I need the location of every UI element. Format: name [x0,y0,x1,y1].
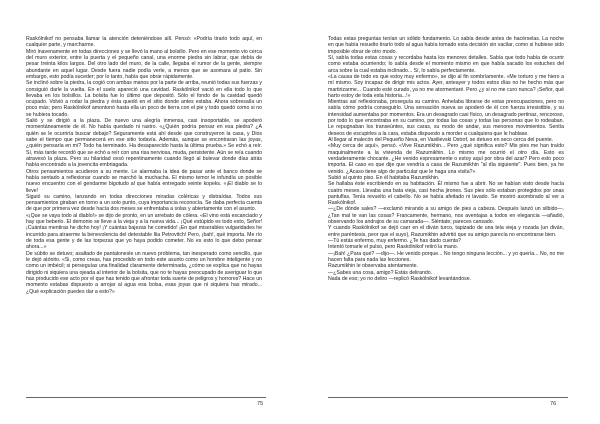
paragraph: Intentó tomarle el pulso, pero Raskólnikof retiró la mano. [328,244,459,251]
left-page-text [26,36,262,295]
paragraph: —Tú estás enfermo, muy enfermo. ¿Te has dado cuenta? [328,238,461,244]
paragraph: Se hallaba éste escribiendo en su habitación. Él mismo fue a abrir. No se habían visto desde hacía cuatro meses. Llevaba una bata vieja, casi hecha jirones. Sus pies sólo estaban protegidos por unas pantuflas. Tenía revuelto el cabello. No se había afeitado ni lavado. Se mostró asombrado al ver a Raskólnikof. [328,181,564,207]
page-number: 75 [257,401,264,407]
paragraph: «La causa de todo es que estoy muy enfermo», se dijo al fin sombríamente. «Me torturo y me hiero a mí mismo. Soy incapaz de dirigir mis actos. Ayer, anteayer y todos estos días no he hecho más que martirizarme... Cuando esté curado, ya no me atormentaré. Pero ¿y si no me curo nunca? ¡Señor, qué harto estoy de toda esta historia...!» [328,73,564,99]
footer-rule [328,397,568,398]
paragraph: —¿De dónde sales? —exclamó mirando a su amigo de pies a cabeza. Después lanzó un silbido—. ¿Tan mal te van las cosas? Francamente, hermano, nos aventajas a todos en elegancia —añadió, observando los andrajos de su camarada—. Siéntate; pareces cansado. [328,206,564,226]
paragraph: «Muy cerca de aquí», pensó. «Vive Razumikhin... Pero ¿qué significa esto? Mis pies me han traído maquinalmente a la vivienda de Razumikhin. Lo mismo me ocurrió el otro día. Esto es verdaderamente chocante. ¿He venido expresamente o estoy aquí por obra del azar? Pero esto poco importa. El caso es que dije que vendría a casa de Razumikhin "al día siguiente". Pues bien, ya he venido. ¿Acaso tiene algo de particular que le haga una visita?» [328,143,564,175]
paragraph: Nada de eso; yo no deliro —replicó Raskólnikof levantándose. [328,275,472,282]
paragraph: De súbito se detuvo; asaltado de pantalonesle un nuevo problema, tan inesperado como sencillo, que le dejó atónito. «Si, como creas, has procedido en todo este asunto como un hombre inteligente y no como un imbécil; si perseguías una finalidad claramente determinada, ¿cómo se explica que no hayas dirigido ni siquiera una ojeada al interior de la bolsita, que no te hayas preocupado de averiguar lo que has producido ese acto por el que has tenido que afrontar toda suerte de peligros y horrores? Hace un momento estabas dispuesto a arrojar al agua esa bolsa, esas joyas que ni siquiera has mirado... ¿Qué explicación puedes dar a esto?» [26,250,262,295]
paragraph: Subió al quinto piso. En él habitaba Razumikhin. [328,174,440,181]
paragraph: Salió y se dirigió a la plaza. De nuevo una alegría inmensa, casi insoportable, se apoderó momentáneamente de él. No había quedado ni rastro. «¿Quién podría pensar en esa piedra? ¿A quién se le ocurriría buscar debajo? Seguramente está ahí desde que construyeron la casa, y Dios sabe el tiempo que permanecerá en ese sitio todavía. Además, aunque se encontraran las joyas, ¿quién pensaría en mí? Todo ha terminado. Ha desaparecido hasta la última prueba.» Se echó a reír. Sí, más tarde recordó que se echó a reír con una risa nerviosa, muda, persistente. Aún se reía cuando atravesó la plaza. Pero su hilaridad cesó repentinamente cuando llegó al bulevar donde días atrás había encontrado a la jovencita embriagada. [26,118,262,169]
paragraph: Otros pensamientos acudieron a su mente. Le alarmaba la idea de pasar ante el banco donde se había sentado a reflexionar cuando se marchó la muchacha. El mismo temor le infundía un posible nuevo encuentro con el gendarme bigotudo al que había entregado veinte kopeks. «¡El diablo se lo lleve! [26,168,262,194]
right-page [300,0,600,424]
paragraph: Y cuando Raskólnikof se dejó caer en el diván turco, tapizado de una tela vieja y rozada (un diván, entre paréntesis, peor que el suyo), Razumikhin advirtió que su amigo parecía no encontrarse bien. [328,225,564,238]
paragraph: Sí, sabía todas estas cosas y recordaba hasta los menores detalles. Sabía que todo había de ocurrir como estaba ocurriendo; lo sabía desde el momento mismo en que había sacado los estuches del arca sobre la cual estaba inclinado... Sí, lo sabía perfectamente. [328,54,564,74]
paragraph: «¡Que se vaya todo al diablo!» se dijo de pronto, en un arrebato de cólera. «El vino está escanciado y hay que beberlo. El demonio se lleve a la vieja y a la nueva vida... ¡Qué estúpido es todo esto, Señor! ¡Cuántas mentiras he dicho hoy! ¡Y cuántas bajezas he cometido! ¡En qué miserables vulgaridades he incurrido para atraerme la benevolencia del detestable Ilia Petrovitch! Pero, ¡bah!, qué importa. Me río de toda esa gente y de las torpezas que yo haya podido cometer. No es esto lo que debo pensar ahora...» [26,212,262,251]
page-number: 76 [550,401,557,407]
paragraph: —¿Sabes una cosa, amigo? Estás delirando. [328,269,433,276]
paragraph: Miró inavenamente en todas direcciones y se llevó la mano al bolsillo. Pero en ese momento vio cerca del muro exterior, entre la puerta y el pequeño canal, una enorme piedra sin labrar, que debía de pesar treinta kilos largos. Del otro lado del muro, de la calle, llegaba el rumor de la gente, siempre abundante en aquel lugar. Desde fuera nadie podía verle, a menos que se asomara al patio. Sin embargo, esto podía suceder; por lo tanto, había que obrar rápidamente. [26,48,262,80]
paragraph: Razumikhin le observaba atentamente. [328,263,418,270]
paragraph: Mientras así reflexionaba, proseguía su camino. Anhelaba librarse de estas preocupaciones, pero no sabía cómo podría conseguirlo. Una sensación nueva se apoderó de él con fuerza irresistible, y su intensidad aumentaba por momentos. Era un desagrado casi físico, un desagrado pertinaz, rencoroso, por todo lo que encontraba en su camino, por todas las cosas y todas las personas que lo rodeaban. Le repugnaban los transeúntes, sus caras, su modo de andar, sus menores movimientos. Sentía deseos de escupirles a la cara, estaba dispuesto a morder a cualquiera que le hablase. [328,99,564,137]
paragraph: —¡Bah! ¿Para qué? —dijo—. He venido porque... No tengo ninguna lección... y yo quería... No, no me hacen falta para nada las lecciones. [328,250,564,263]
right-page-text [328,36,564,282]
footer-rule [26,397,266,398]
paragraph: Raskólnikof no pensaba llamar la atención deteniéndose allí. Pensó: «Podría tirarlo todo aquí, en cualquier parte, y marcharme. [26,36,262,49]
paragraph: Todas estas preguntas tenían un sólido fundamento. Lo sabía desde antes de hacérselas. La noche en que había resuelto tirarlo todo al agua había tomado esta decisión sin vacilar, como si hubiese sido imposible obrar de otro modo. [328,36,564,55]
paragraph: Al llegar al malecón del Pequeño Neva, en Vasilievski Ostrof, se detuvo en seco cerca del puente. [328,137,554,143]
paragraph: Se inclinó sobre la piedra, la cogió con ambas manos por la parte de arriba, reunió todas sus fuerzas y consiguió darle la vuelta. En el suelo apareció una cavidad. Raskólnikof vació en ella todo lo que llevaba en los bolsillos. La bolsita fue lo último que depositó. Sólo el fondo de la cavidad quedó ocupado. Volvió a rodar la piedra y ésta quedó en el sitio donde antes estaba. Ahora sobresalía un poco más; pero Raskólnikof amontonó hasta ella un poco de tierra con el pie y todo quedó como si no se hubiera tocado. [26,80,262,118]
paragraph: Siguió su camino, lanzando en todas direcciones miradas coléricas y distraídas. Todos sus pensamientos giraban en torno a un solo punto, cuya importancia reconocía. Se daba perfecta cuenta de que por primera vez desde hacía dos meses se enfrentaba a solas y abiertamente con el asunto. [26,193,262,213]
